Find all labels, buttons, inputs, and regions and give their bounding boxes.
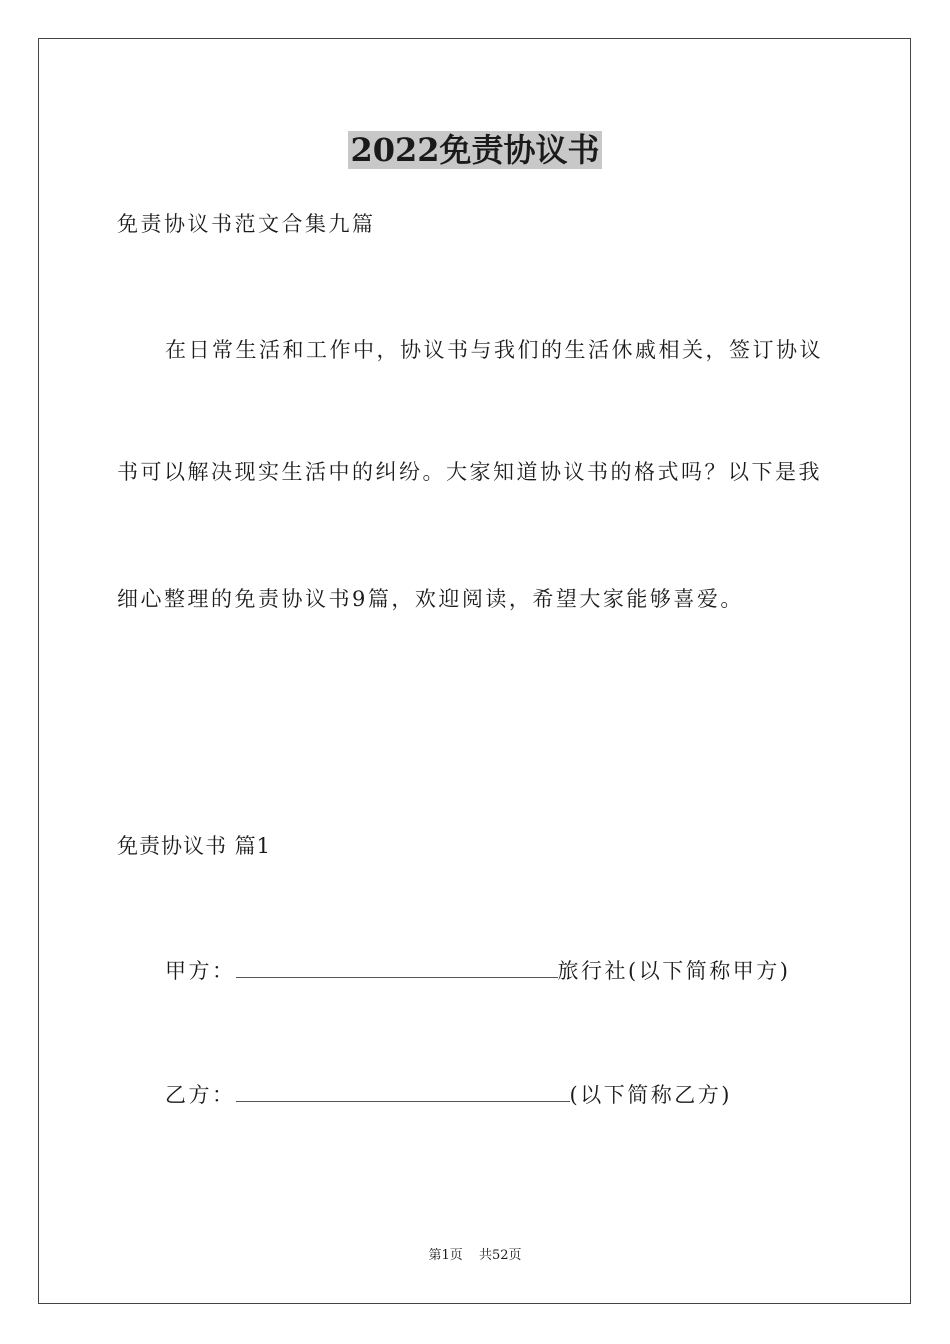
intro-line-1: 在日常生活和工作中，协议书与我们的生活休戚相关，签订协议 bbox=[165, 338, 823, 362]
intro-line-2: 书可以解决现实生活中的纠纷。大家知道协议书的格式吗？以下是我 bbox=[117, 460, 822, 484]
party-a-suffix: 旅行社(以下简称甲方) bbox=[557, 959, 791, 983]
section-heading: 免责协议书 篇1 bbox=[117, 834, 272, 858]
party-b-label: 乙方： bbox=[165, 1083, 236, 1107]
page-footer bbox=[0, 1246, 950, 1266]
intro-line-3: 细心整理的免责协议书9篇，欢迎阅读，希望大家能够喜爱。 bbox=[117, 587, 744, 611]
title-text: 2022免责协议书 bbox=[350, 131, 600, 169]
document-subtitle: 免责协议书范文合集九篇 bbox=[117, 212, 376, 236]
party-b-line bbox=[165, 1080, 732, 1110]
party-b-blank bbox=[236, 1081, 570, 1102]
party-a-line bbox=[165, 956, 790, 986]
page-number: 第1页 bbox=[428, 1248, 463, 1263]
total-pages: 共52页 bbox=[478, 1248, 522, 1263]
party-a-blank bbox=[236, 957, 558, 978]
document-title bbox=[0, 128, 950, 172]
party-b-suffix: (以下简称乙方) bbox=[569, 1083, 732, 1107]
party-a-label: 甲方： bbox=[165, 959, 236, 983]
